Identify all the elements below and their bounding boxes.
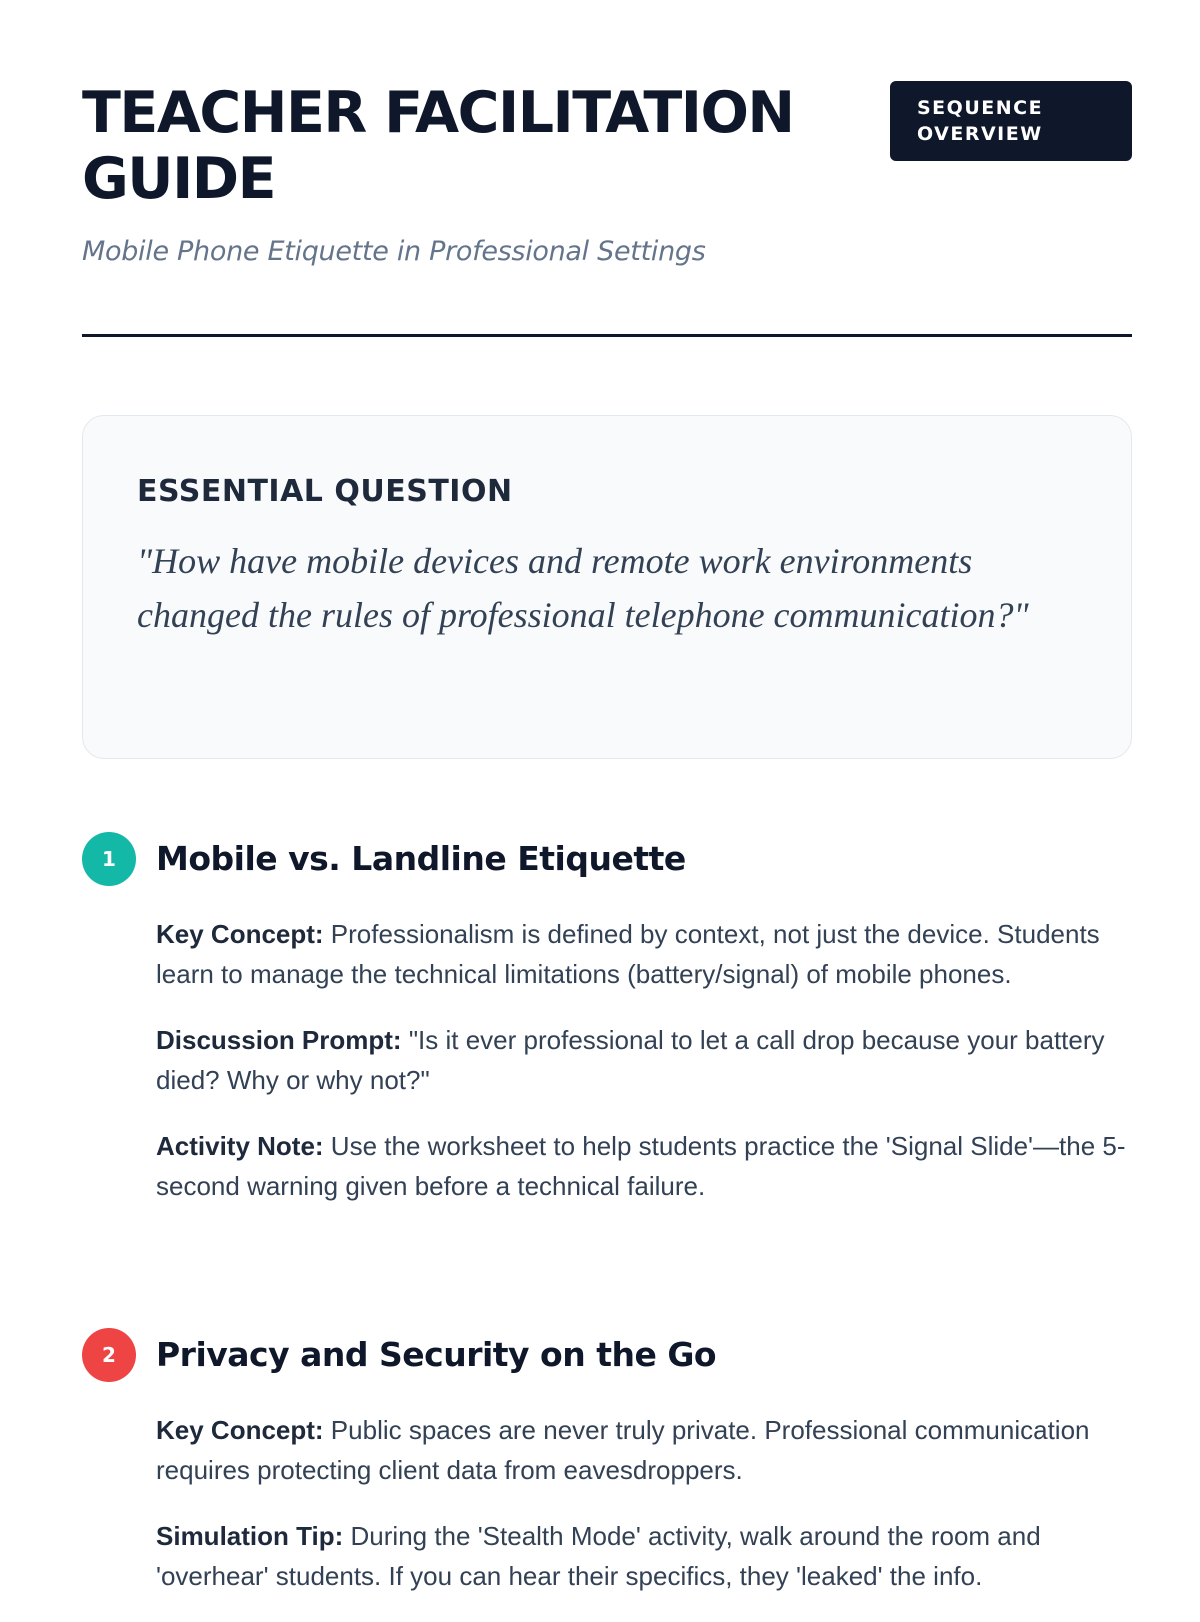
key-concept-text: Public spaces are never truly private. Professional communication requires protecting client data from eavesdroppers.	[156, 1415, 1090, 1485]
activity-note-label: Activity Note:	[156, 1131, 324, 1161]
facilitation-guide-page	[82, 0, 1132, 1591]
section-body	[156, 1410, 1132, 1622]
essential-question-quote: "How have mobile devices and remote work environments changed the rules of professional telephone communication?"	[137, 541, 1029, 635]
key-concept-label: Key Concept:	[156, 919, 324, 949]
key-concept-text: Professionalism is defined by context, not just the device. Students learn to manage the technical limitations (battery/signal) of mobile phones.	[156, 919, 1100, 989]
discussion-prompt-paragraph	[156, 1020, 1132, 1100]
section-number-badge: 2	[82, 1328, 136, 1382]
activity-note-text: Use the worksheet to help students practice the 'Signal Slide'—the 5-second warning given before a technical failure.	[156, 1131, 1126, 1201]
discussion-prompt-label: Discussion Prompt:	[156, 1025, 402, 1055]
key-concept-paragraph	[156, 1410, 1132, 1490]
essential-question-card	[82, 415, 1132, 759]
discussion-prompt-text: "Is it ever professional to let a call drop because your battery died? Why or why not?"	[156, 1025, 1105, 1095]
section-number-badge: 1	[82, 832, 136, 886]
page-title: TEACHER FACILITATION GUIDE	[82, 80, 794, 212]
key-concept-label: Key Concept:	[156, 1415, 324, 1445]
section-title: Mobile vs. Landline Etiquette	[156, 839, 686, 878]
essential-question-label: ESSENTIAL QUESTION	[137, 474, 513, 509]
simulation-tip-text: During the 'Stealth Mode' activity, walk around the room and 'overhear' students. If you can hear their specifics, they 'leaked' the info.	[156, 1521, 1041, 1591]
key-concept-paragraph	[156, 914, 1132, 994]
simulation-tip-label: Simulation Tip:	[156, 1521, 344, 1551]
section-body	[156, 914, 1132, 1232]
simulation-tip-paragraph	[156, 1516, 1132, 1596]
section-title: Privacy and Security on the Go	[156, 1335, 717, 1374]
page-header	[82, 0, 1132, 337]
activity-note-paragraph	[156, 1126, 1132, 1206]
page-subtitle: Mobile Phone Etiquette in Professional Settings	[82, 236, 706, 267]
sequence-overview-badge: SEQUENCE OVERVIEW	[890, 81, 1132, 161]
